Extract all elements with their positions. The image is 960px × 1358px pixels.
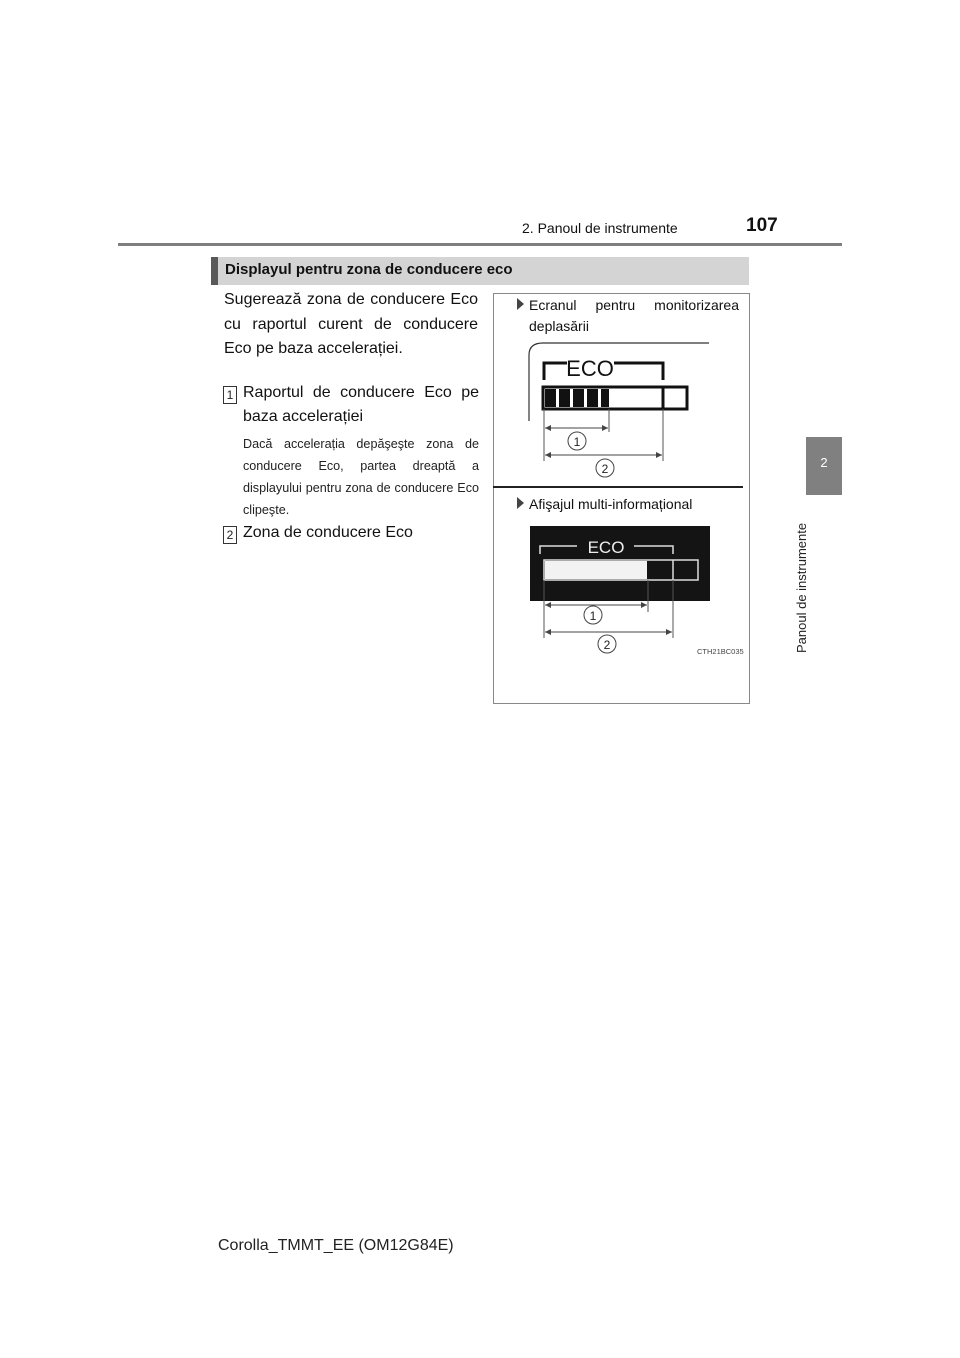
dimension-arrowhead <box>666 629 672 635</box>
item-text-1: Raportul de conducere Eco pe baza accelerației <box>243 384 479 425</box>
arrow-bullet-icon <box>517 497 524 509</box>
eco-text-1: ECO <box>566 356 614 381</box>
figure-separator <box>493 486 743 488</box>
section-heading-accent <box>211 257 218 285</box>
drive-monitor-illustration <box>493 335 748 485</box>
dimension-arrowhead <box>545 629 551 635</box>
eco-bar-segment <box>601 389 609 407</box>
footer-model-code: Corolla_TMMT_EE (OM12G84E) <box>218 1237 454 1254</box>
chapter-tab-number: 2 <box>820 455 828 470</box>
page-number: 107 <box>746 215 778 236</box>
chapter-tab-label: Panoul de instrumente <box>794 522 809 653</box>
dimension-arrowhead <box>656 452 662 458</box>
dimension-arrowhead <box>641 602 647 608</box>
eco-bar-segment <box>559 389 570 407</box>
dimension-arrowhead <box>602 425 608 431</box>
multi-info-display-illustration <box>493 520 748 660</box>
item-text-2: Zona de conducere Eco <box>243 524 413 541</box>
arrow-bullet-icon <box>517 298 524 310</box>
intro-paragraph: Sugerează zona de conducere Eco cu raportul curent de conducere Eco pe baza accelerației. <box>224 291 478 357</box>
section-heading: Displayul pentru zona de conducere eco <box>225 261 513 278</box>
panel-2-label: Afişajul multi-informațional <box>529 496 693 512</box>
eco-bar-fill <box>545 561 647 579</box>
eco-bar-segment <box>587 389 598 407</box>
item-number-2: 2 <box>223 526 237 544</box>
eco-bar-segment <box>545 389 556 407</box>
eco-bracket-left <box>544 363 567 380</box>
figure-code: CTH21BC035 <box>697 647 744 656</box>
dimension-arrowhead <box>545 602 551 608</box>
callout-number-2: 2 <box>603 638 611 652</box>
callout-number-1: 1 <box>589 609 597 623</box>
eco-bar-segment <box>573 389 584 407</box>
eco-text-2: ECO <box>587 538 625 557</box>
callout-number-1: 1 <box>573 435 581 449</box>
dimension-arrowhead <box>545 425 551 431</box>
item-number-1: 1 <box>223 386 237 404</box>
chapter-tab-label-wrap <box>794 503 810 653</box>
header-divider <box>118 243 842 246</box>
panel-1-label: Ecranul pentru monitorizarea deplasării <box>529 297 739 334</box>
dimension-arrowhead <box>545 452 551 458</box>
eco-bracket-right <box>614 363 663 380</box>
section-header-title: 2. Panoul de instrumente <box>522 220 678 236</box>
item-note-1: Dacă accelerația depăşeşte zona de conducere Eco, partea dreaptă a displayului pentru zona de conducere Eco clipeşte. <box>243 437 479 517</box>
callout-number-2: 2 <box>601 462 609 476</box>
